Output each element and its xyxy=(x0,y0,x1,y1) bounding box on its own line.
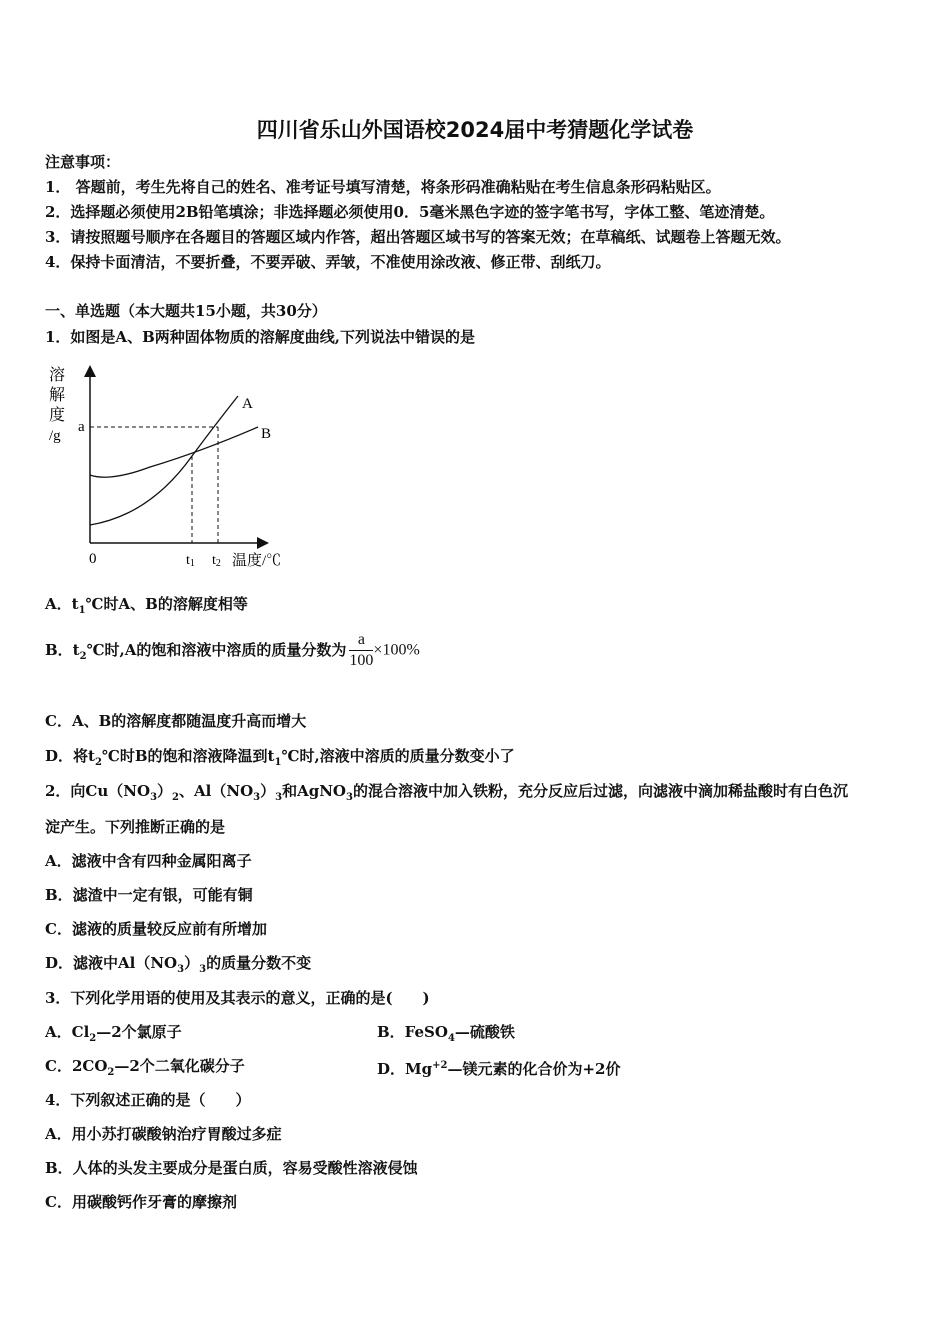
text-segment: B．滤渣中一定有银，可能有铜 xyxy=(45,886,253,904)
question-1-stem: 1．如图是A、B两种固体物质的溶解度曲线,下列说法中错误的是 xyxy=(45,328,475,346)
subscript: 2 xyxy=(79,650,87,662)
note-item: 1． 答题前，考生先将自己的姓名、准考证号填写清楚，将条形码准确粘贴在考生信息条形码粘贴区。 xyxy=(45,178,721,196)
text-segment: B．人体的头发主要成分是蛋白质，容易受酸性溶液侵蚀 xyxy=(45,1159,418,1177)
y-label: 解 xyxy=(49,387,66,404)
text-segment: —2个氯原子 xyxy=(96,1023,182,1041)
subscript: 3 xyxy=(253,792,261,803)
text-segment: A．Cl xyxy=(45,1023,90,1041)
text-segment: ） xyxy=(184,954,200,972)
text-segment: D．将t xyxy=(45,747,95,765)
text-segment: C．2CO xyxy=(45,1057,108,1075)
q1-option-b-text xyxy=(45,640,347,662)
y-label: 度 xyxy=(49,407,66,424)
text-segment: B．FeSO xyxy=(377,1023,448,1041)
note-item: 3．请按照题号顺序在各题目的答题区域内作答，超出答题区域书写的答案无效；在草稿纸、试题卷上答题无效。 xyxy=(45,228,791,246)
subscript: 3 xyxy=(275,792,283,803)
text-segment: 的混合溶液中加入铁粉，充分反应后过滤，向滤液中滴加稀盐酸时有白色沉 xyxy=(352,782,848,800)
q1-option-b xyxy=(45,630,420,671)
q3-option-c xyxy=(45,1056,245,1083)
text-segment: A．用小苏打碳酸钠治疗胃酸过多症 xyxy=(45,1125,282,1143)
text-segment: ℃时B的饱和溶液降温到t xyxy=(101,747,275,765)
text-segment: C．滤液的质量较反应前有所增加 xyxy=(45,920,267,938)
q4-option-a xyxy=(45,1124,282,1144)
text-segment: —2个二氧化碳分子 xyxy=(114,1057,245,1075)
text-segment: A．t xyxy=(45,595,79,613)
y-label: /g xyxy=(49,428,61,444)
subscript: 2 xyxy=(94,757,102,768)
text-segment: A．滤液中含有四种金属阳离子 xyxy=(45,852,252,870)
notes-heading: 注意事项： xyxy=(45,153,121,171)
q1-option-a xyxy=(45,594,248,621)
text-segment: D．Mg xyxy=(377,1060,433,1078)
text-segment: ℃时,A的饱和溶液中溶质的质量分数为 xyxy=(86,640,347,659)
text-segment: C．用碳酸钙作牙膏的摩擦剂 xyxy=(45,1193,237,1211)
subscript: 1 xyxy=(78,605,86,616)
text-segment: ℃时,溶液中溶质的质量分数变小了 xyxy=(281,747,515,765)
q4-option-c xyxy=(45,1192,237,1212)
subscript: 2 xyxy=(89,1033,97,1044)
curve-a xyxy=(90,396,238,525)
subscript: 4 xyxy=(447,1033,455,1044)
note-item: 4．保持卡面清洁，不要折叠，不要弄破、弄皱，不准使用涂改液、修正带、刮纸刀。 xyxy=(45,253,611,271)
question-2-stem-cont: 淀产生。下列推断正确的是 xyxy=(45,818,226,836)
text-segment: B．t xyxy=(45,640,80,659)
note-item: 2．选择题必须使用2B铅笔填涂；非选择题必须使用0．5毫米黑色字迹的签字笔书写，字体工整、笔迹清楚。 xyxy=(45,203,775,221)
text-segment: —镁元素的化合价为+2价 xyxy=(447,1060,621,1078)
subscript: 3 xyxy=(346,792,353,803)
text-segment: ） xyxy=(260,782,276,800)
fraction-numerator: a xyxy=(349,630,373,651)
q3-option-d xyxy=(377,1056,620,1079)
section-heading: 一、单选题（本大题共15小题，共30分） xyxy=(45,302,327,320)
q2-option-a xyxy=(45,851,252,871)
text-segment: ） xyxy=(157,782,173,800)
question-2-stem xyxy=(45,781,848,808)
q1-option-d xyxy=(45,746,515,773)
text-segment: —硫酸铁 xyxy=(454,1023,515,1041)
question-4-stem: 4．下列叙述正确的是（ ） xyxy=(45,1091,251,1109)
q2-option-c xyxy=(45,919,267,939)
superscript: +2 xyxy=(432,1060,448,1071)
subscript: 2 xyxy=(172,792,180,803)
t1-tick-label: t1 xyxy=(186,553,195,569)
text-segment: 、Al（NO xyxy=(179,782,254,800)
y-label: 溶 xyxy=(49,367,66,384)
q3-option-a xyxy=(45,1022,182,1049)
text-segment: C．A、B的溶解度都随温度升高而增大 xyxy=(45,712,307,730)
question-3-stem: 3．下列化学用语的使用及其表示的意义，正确的是( ) xyxy=(45,989,430,1007)
fraction-denominator: 100 xyxy=(349,652,374,669)
subscript: 2 xyxy=(107,1067,115,1078)
subscript: 3 xyxy=(199,964,207,975)
subscript: 3 xyxy=(150,792,158,803)
curve-b xyxy=(90,427,258,477)
t2-tick-label: t2 xyxy=(212,553,221,569)
q2-option-d xyxy=(45,953,311,980)
text-segment: 2．向Cu（NO xyxy=(45,782,151,800)
curve-a-label: A xyxy=(242,396,253,412)
curve-b-label: B xyxy=(261,426,272,442)
text-segment: D．滤液中Al（NO xyxy=(45,954,178,972)
fraction xyxy=(349,630,373,671)
page-title: 四川省乐山外国语校2024届中考猜题化学试卷 xyxy=(256,118,694,142)
fraction-suffix: ×100% xyxy=(373,641,420,659)
text-segment: 和AgNO xyxy=(282,782,346,800)
a-tick-label: a xyxy=(78,419,85,435)
text-segment: 的质量分数不变 xyxy=(206,954,312,972)
subscript: 3 xyxy=(177,964,185,975)
q1-option-c xyxy=(45,711,306,731)
q4-option-b xyxy=(45,1158,418,1178)
q2-option-b xyxy=(45,885,253,905)
text-segment: ℃时A、B的溶解度相等 xyxy=(85,595,248,613)
subscript: 1 xyxy=(274,757,282,768)
origin-label: 0 xyxy=(89,551,97,567)
x-label: 温度/℃ xyxy=(232,553,282,569)
solubility-curve-graph xyxy=(40,355,300,575)
q3-option-b xyxy=(377,1022,515,1049)
